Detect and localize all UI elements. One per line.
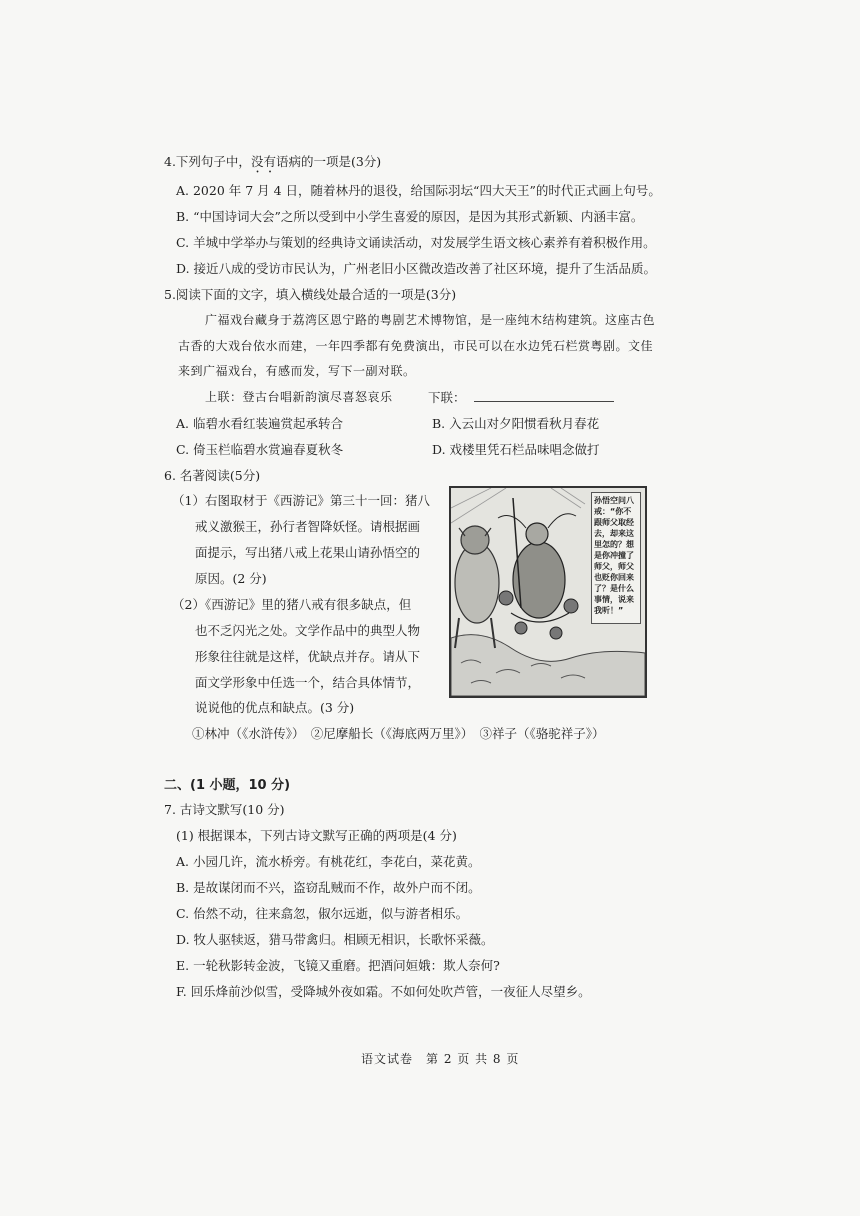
comic-caption: 孙悟空问八戒：“你不跟师父取经去，却来这里怎的？想是你冲撞了师父，师父也贬你回来了？是什么事情，说来我听！” <box>591 492 641 624</box>
q5-couplet-lower-label: 下联： <box>428 390 466 405</box>
q6-part1-line-1: （1）右图取材于《西游记》第三十一回：猪八 <box>172 493 430 508</box>
q6-part1-line-3: 面提示，写出猪八戒上花果山请孙悟空的 <box>195 545 421 560</box>
q4-stem-emphasis: 没有 <box>250 154 276 169</box>
q5-couplet-lower <box>428 388 614 406</box>
q6-part1-line-2: 戒义激猴王，孙行者智降妖怪。请根据画 <box>195 519 421 534</box>
q7-sub1: (1) 根据课本，下列古诗文默写正确的两项是(4 分) <box>176 828 457 843</box>
q6-part2-line-4: 面文学形象中任选一个，结合具体情节， <box>195 675 421 690</box>
q5-stem: 5.阅读下面的文字，填入横线处最合适的一项是(3分) <box>164 287 457 302</box>
q5-option-b: B. 入云山对夕阳惯看秋月春花 <box>432 416 600 431</box>
q5-passage-line-1: 广福戏台藏身于荔湾区恩宁路的粤剧艺术博物馆，是一座纯木结构建筑。这座古色 <box>205 313 656 327</box>
q4-stem <box>164 152 381 176</box>
q6-choices: ①林冲（《水浒传》） ②尼摩船长（《海底两万里》） ③祥子（《骆驼祥子》） <box>192 726 605 741</box>
q4-stem-after: 语病的一项是(3分) <box>275 154 382 169</box>
q5-passage-line-2: 古香的大戏台依水而建，一年四季都有免费演出，市民可以在水边凭石栏赏粤剧。文佳 <box>178 339 654 353</box>
q7-option-d: D. 牧人驱犊返，猎马带禽归。相顾无相识，长歌怀采薇。 <box>176 932 494 947</box>
q6-part2-line-1: （2）《西游记》里的猪八戒有很多缺点，但 <box>172 597 412 612</box>
q5-option-a: A. 临碧水看红装遍赏起承转合 <box>176 416 343 431</box>
section-2-heading: 二、(1 小题，10 分) <box>164 778 291 793</box>
q7-option-c: C. 佁然不动，往来翕忽，俶尔远逝，似与游者相乐。 <box>176 906 469 921</box>
page-footer: 语文试卷 第 2 页 共 8 页 <box>361 1052 520 1066</box>
q4-option-a: A. 2020 年 7 月 4 日，随着林丹的退役，给国际羽坛“四大天王”的时代正式画上句号。 <box>176 183 661 198</box>
q4-stem-before: 4.下列句子中， <box>164 154 251 169</box>
q4-option-b: B. “中国诗词大会”之所以受到中小学生喜爱的原因，是因为其形式新颖、内涵丰富。 <box>176 209 644 224</box>
q6-part1-line-4: 原因。(2 分) <box>195 571 267 586</box>
q5-option-c: C. 倚玉栏临碧水赏遍春夏秋冬 <box>176 442 344 457</box>
q7-option-e: E. 一轮秋影转金波，飞镜又重磨。把酒问姮娥：欺人奈何? <box>176 958 500 973</box>
q4-option-d: D. 接近八成的受访市民认为，广州老旧小区微改造改善了社区环境，提升了生活品质。 <box>176 261 657 276</box>
q4-option-c: C. 羊城中学举办与策划的经典诗文诵读活动，对发展学生语文核心素养有着积极作用。 <box>176 235 656 250</box>
q6-part2-line-5: 说说他的优点和缺点。(3 分) <box>195 700 355 715</box>
q7-stem: 7. 古诗文默写(10 分) <box>164 802 285 817</box>
q7-option-b: B. 是故谋闭而不兴，盗窃乱贼而不作，故外户而不闭。 <box>176 880 481 895</box>
q6-part2-line-2: 也不乏闪光之处。文学作品中的典型人物 <box>195 623 421 638</box>
q6-part2-line-3: 形象往往就是这样，优缺点并存。请从下 <box>195 649 421 664</box>
journey-to-the-west-comic <box>449 486 647 698</box>
q6-stem: 6. 名著阅读(5分) <box>164 468 261 483</box>
q5-answer-blank[interactable] <box>474 389 614 402</box>
q5-couplet-upper: 上联：登古台唱新韵演尽喜怒哀乐 <box>205 390 393 404</box>
q7-option-f: F. 回乐烽前沙似雪，受降城外夜如霜。不如何处吹芦管，一夜征人尽望乡。 <box>176 984 591 999</box>
q5-passage-line-3: 来到广福戏台，有感而发，写下一副对联。 <box>178 364 416 378</box>
q5-option-d: D. 戏楼里凭石栏品味唱念做打 <box>432 442 600 457</box>
q7-option-a: A. 小园几许，流水桥旁。有桃花红，李花白，菜花黄。 <box>176 854 481 869</box>
